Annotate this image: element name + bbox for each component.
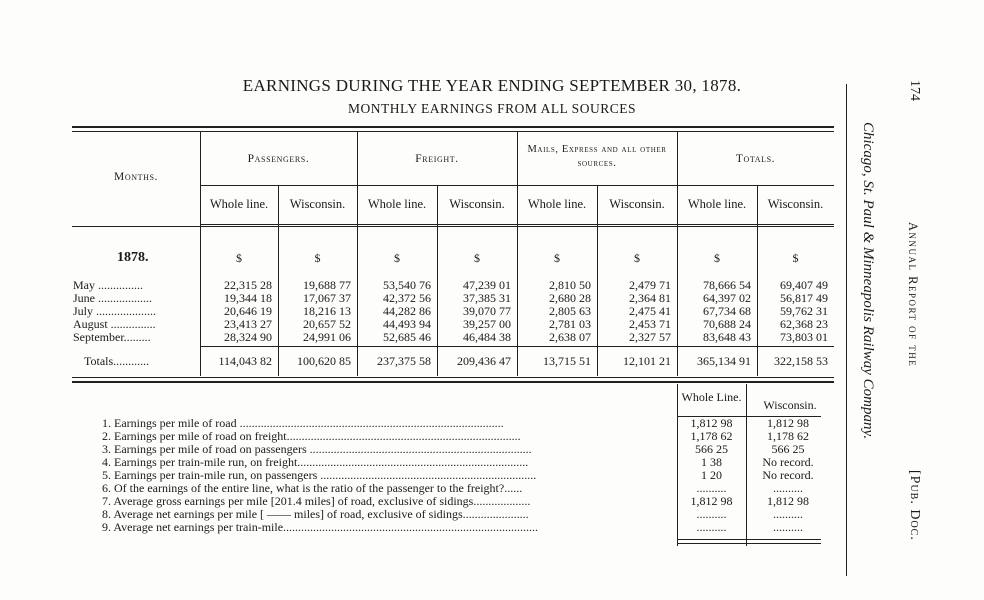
table-cell: 2,680 28 [549,291,591,305]
totals-cell: 322,158 53 [774,354,828,368]
totals-label: Totals............ [84,354,150,368]
summary-whole-value: 1 20 [701,468,722,482]
table-cell: 39,257 00 [463,317,511,331]
company-name: Chicago, St. Paul & Minneapolis Railway Company. [860,122,876,440]
summary-bottom-rule [677,543,821,544]
summary-whole-value: .......... [696,481,727,495]
header-passengers: Passengers. [247,153,310,165]
table-cell: 20,657 52 [303,317,351,331]
table-cell: 64,397 02 [703,291,751,305]
summary-whole-value: 1,178 62 [690,429,733,443]
summary-whole-value: 1,812 98 [690,416,733,430]
table-cell: 37,385 31 [463,291,511,305]
dollar-sign: $ [394,251,400,265]
summary-item: 8. Average net earnings per mile [ —— miles] of road, exclusive of sidings...................... [102,507,529,521]
top-rule [72,126,834,128]
table-cell: 19,688 77 [303,278,351,292]
header-bottom-rule [72,226,834,227]
summary-header-wisconsin: Wisconsin. [763,398,817,412]
summary-item: 7. Average gross earnings per mile [201.4 miles] of road, exclusive of sidings................... [102,494,531,508]
table-cell: 17,067 37 [303,291,351,305]
summary-item: 1. Earnings per mile of road ........................................................................................ [102,416,504,430]
summary-wisconsin-value: No record. [762,455,814,469]
table-cell: 69,407 49 [780,278,828,292]
page-number: 174 [907,80,922,101]
table-cell: 56,817 49 [780,291,828,305]
summary-item: 6. Of the earnings of the entire line, what is the ratio of the passenger to the freight?...... [102,481,523,495]
running-head: Annual Report of the [906,222,920,368]
summary-whole-value: .......... [696,507,727,521]
table-cell: 67,734 68 [703,304,751,318]
totals-cell: 237,375 58 [377,354,431,368]
table-cell: 19,344 18 [224,291,272,305]
summary-item: 5. Earnings per train-mile run, on passengers ........................................................................ [102,468,537,482]
table-cell: 20,646 19 [224,304,272,318]
summary-item: 3. Earnings per mile of road on passengers .......................................................................... [102,442,532,456]
summary-wisconsin-value: No record. [762,468,814,482]
summary-wisconsin-value: 1,812 98 [767,416,809,430]
table-cell: 44,282 86 [383,304,431,318]
totals-cell: 209,436 47 [457,354,511,368]
table-cell: 44,493 94 [383,317,431,331]
table-cell: 2,453 71 [629,317,671,331]
month-label: September......... [73,330,151,344]
table-cell: 24,991 06 [303,330,351,344]
totals-cell: 13,715 51 [543,354,591,368]
summary-whole-value: 566 25 [695,442,728,456]
table-cell: 47,239 01 [463,278,511,292]
table-cell: 59,762 31 [780,304,828,318]
summary-wisconsin-value: 1,812 98 [767,494,809,508]
header-freight: Freight. [415,153,459,165]
header-totals: Totals. [735,153,776,165]
dollar-sign: $ [236,251,242,265]
table-cell: 42,372 56 [383,291,431,305]
summary-whole-value: .......... [696,520,727,534]
subheader-wisconsin: Wisconsin. [609,197,665,211]
table-cell: 2,810 50 [549,278,591,292]
table-cell: 78,666 54 [703,278,751,292]
month-label: June .................. [73,291,152,305]
table-cell: 83,648 43 [703,330,751,344]
summary-item: 4. Earnings per train-mile run, on freight............................................................................. [102,455,529,469]
summary-item: 9. Average net earnings per train-mile..................................................................................... [102,520,539,534]
table-cell: 2,479 71 [629,278,671,292]
summary-wisconsin-value: 566 25 [771,442,805,456]
table-cell: 2,805 63 [549,304,591,318]
table-cell: 28,324 90 [224,330,272,344]
summary-wisconsin-value: .......... [773,481,803,495]
table-cell: 2,781 03 [549,317,591,331]
summary-bottom-rule [677,539,821,540]
table-cell: 70,688 24 [703,317,751,331]
month-label: July .................... [73,304,157,318]
subheader-wisconsin: Wisconsin. [767,197,824,211]
dollar-sign: $ [554,251,560,265]
totals-cell: 114,043 82 [218,354,272,368]
top-rule-thin [72,131,834,132]
table-cell: 46,484 38 [463,330,511,344]
month-label: August ............... [73,317,156,331]
subheader-whole-line: Whole line. [209,197,269,211]
table-cell: 2,364 81 [629,291,671,305]
summary-wisconsin-value: .......... [773,520,803,534]
dollar-sign: $ [714,251,720,265]
totals-cell: 12,101 21 [623,354,671,368]
header-months: Months. [114,171,158,183]
table-cell: 2,638 07 [549,330,591,344]
table-cell: 62,368 23 [780,317,828,331]
page-subtitle: MONTHLY EARNINGS FROM ALL SOURCES [348,101,636,116]
header-mails: Mails, Express and all other sources. [527,144,667,169]
summary-whole-value: 1,812 98 [690,494,733,508]
subheader-whole-line: Whole line. [527,197,587,211]
subheader-whole-line: Whole line. [687,197,747,211]
summary-wisconsin-value: .......... [773,507,803,521]
table-cell: 39,070 77 [463,304,511,318]
group-header-rule [200,185,834,186]
bottom-rule [72,377,834,378]
subheader-wisconsin: Wisconsin. [289,197,346,211]
bottom-rule-thick [72,381,834,383]
doc-label: [Pub. Doc. [907,470,922,541]
month-label: May ............... [73,278,143,292]
totals-rule [200,346,834,347]
table-cell: 18,216 13 [303,304,351,318]
subheader-whole-line: Whole line. [367,197,427,211]
table-cell: 52,685 46 [383,330,431,344]
dollar-sign: $ [634,251,640,265]
table-cell: 23,413 27 [224,317,272,331]
summary-whole-value: 1 38 [701,455,722,469]
totals-cell: 100,620 85 [297,354,351,368]
table-cell: 22,315 28 [224,278,272,292]
dollar-sign: $ [314,251,321,265]
year-label: 1878. [117,250,149,265]
subheader-wisconsin: Wisconsin. [449,197,505,211]
dollar-sign: $ [474,251,480,265]
table-cell: 2,475 41 [629,304,671,318]
page-title: EARNINGS DURING THE YEAR ENDING SEPTEMBER 30, 1878. [242,76,742,95]
table-cell: 2,327 57 [629,330,671,344]
summary-header-whole: Whole Line. [681,390,742,404]
dollar-sign: $ [792,251,799,265]
subheader-rule [200,224,834,225]
summary-wisconsin-value: 1,178 62 [767,429,809,443]
totals-cell: 365,134 91 [697,354,751,368]
table-cell: 53,540 76 [383,278,431,292]
summary-item: 2. Earnings per mile of road on freight.............................................................................. [102,429,521,443]
table-cell: 73,803 01 [780,330,828,344]
margin-rule [846,84,847,576]
